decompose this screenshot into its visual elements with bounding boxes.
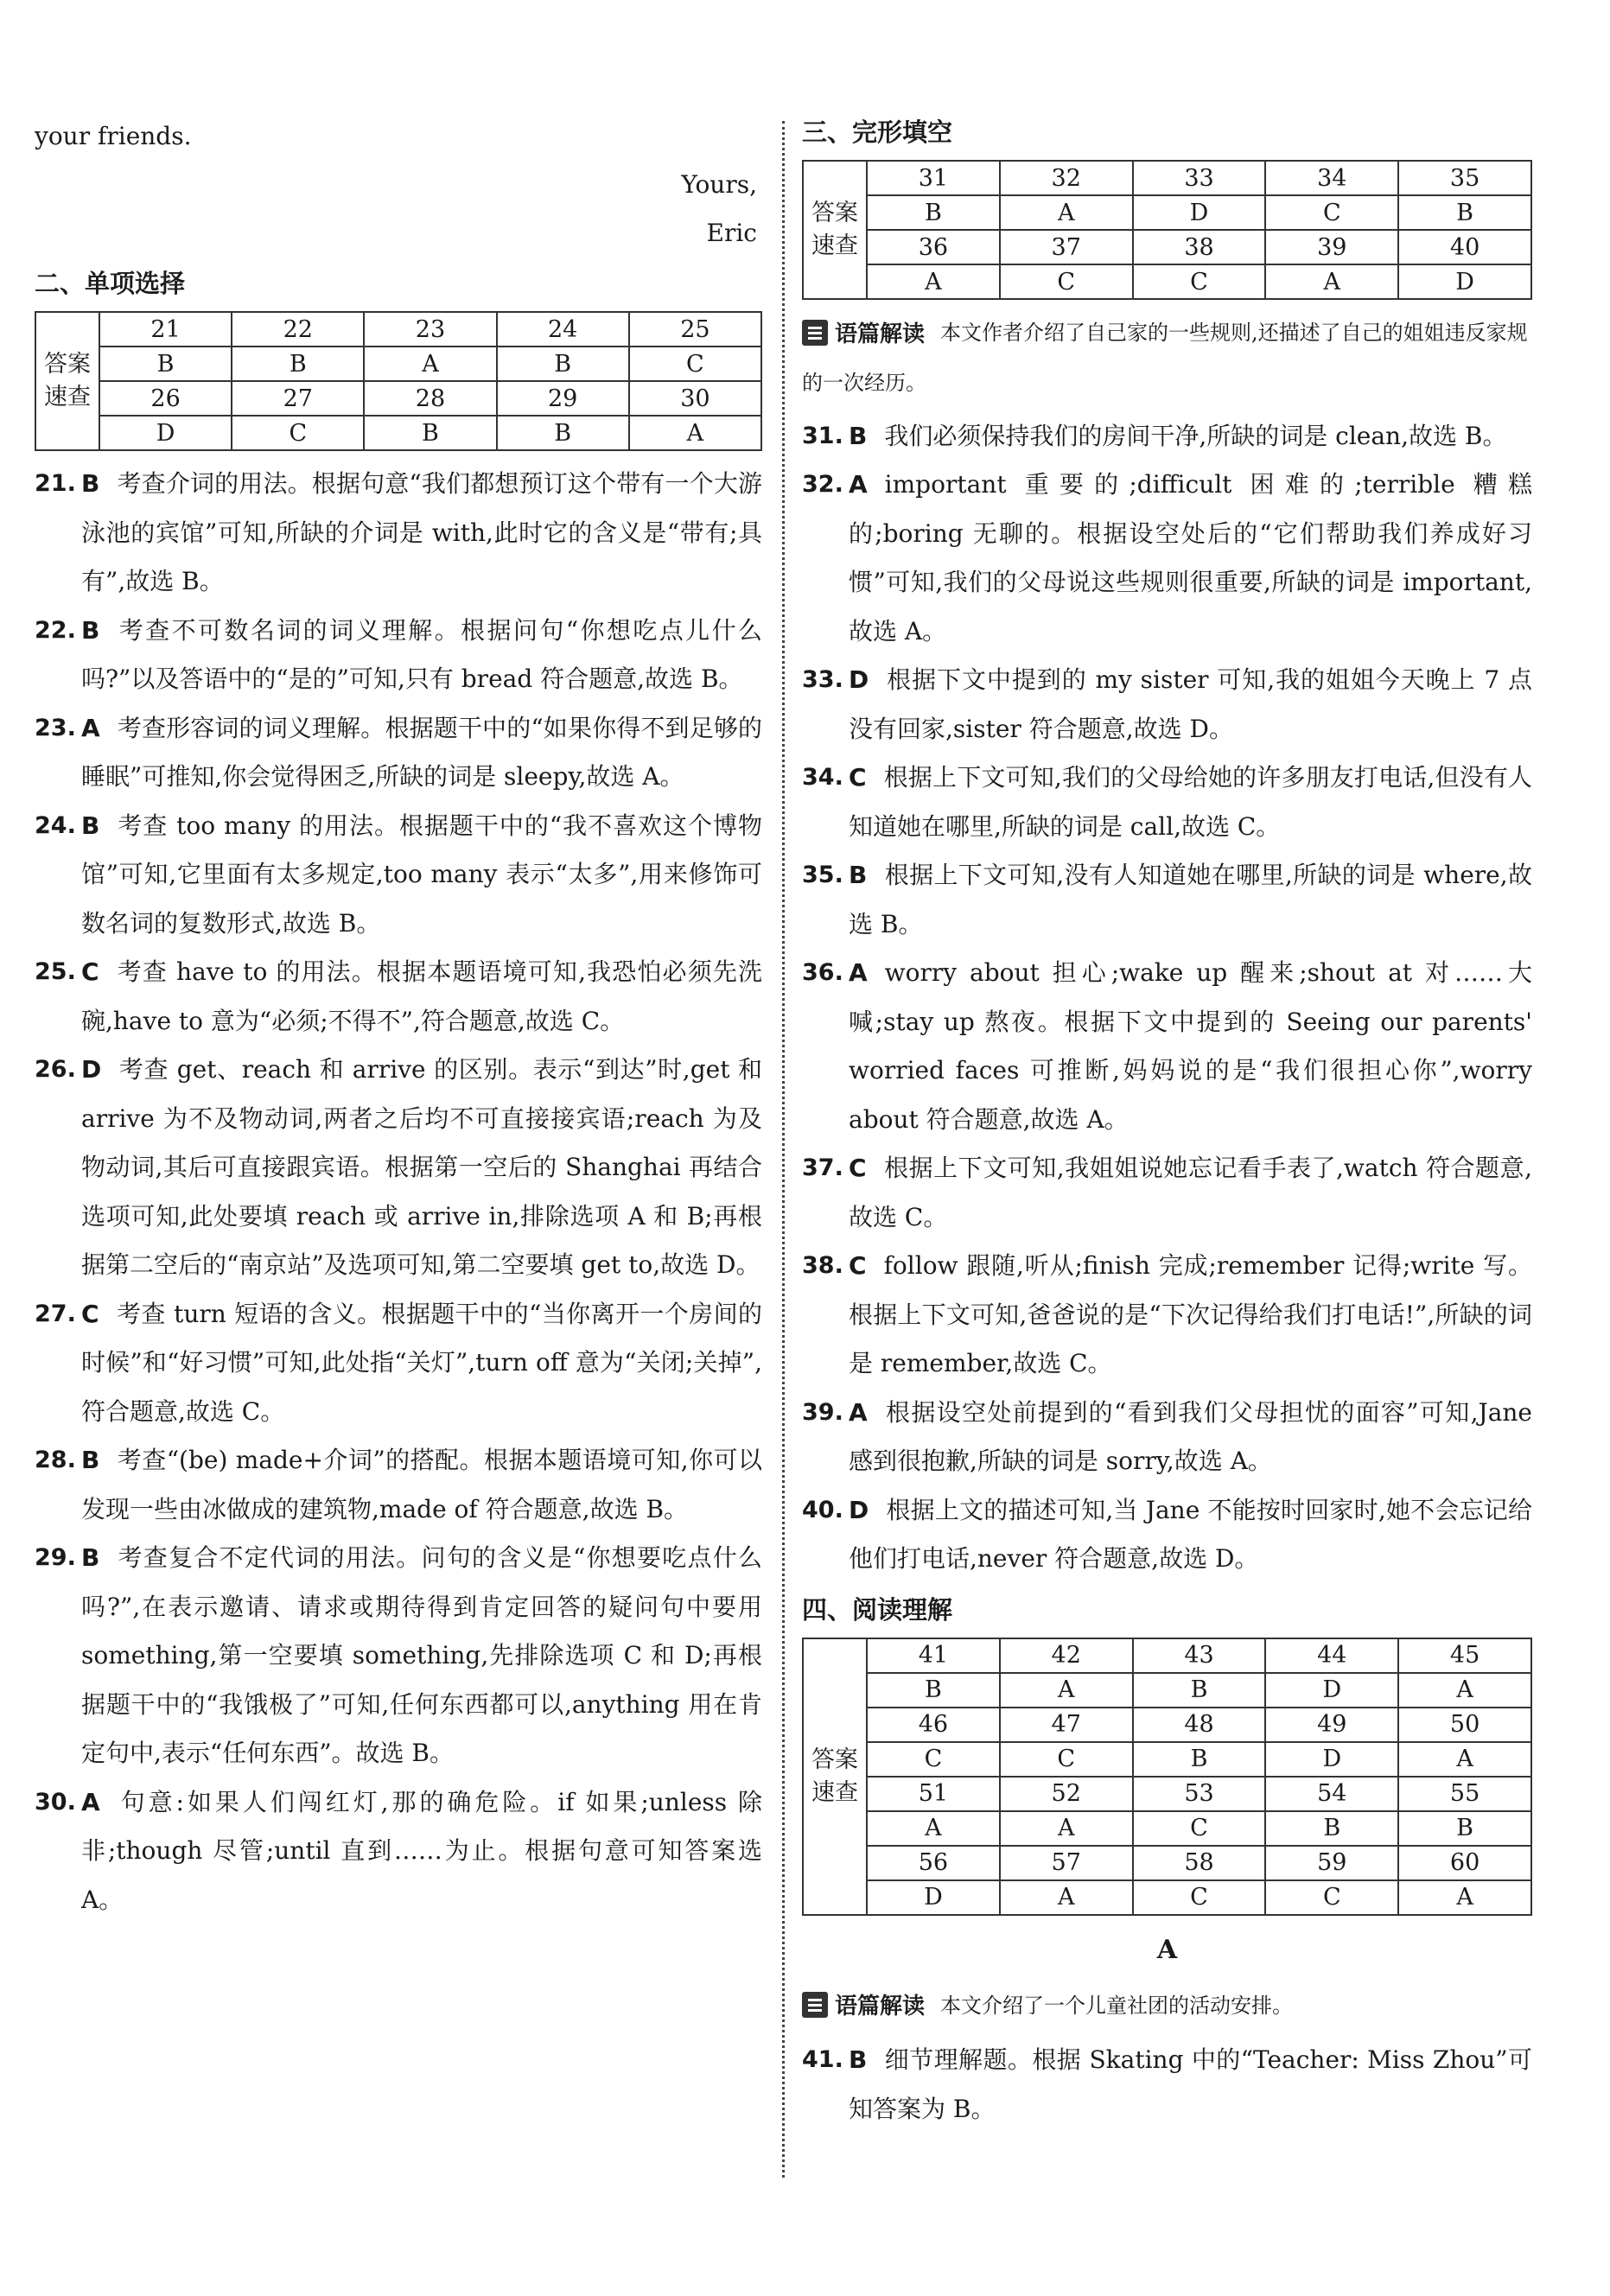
section3-passage-intro: 语篇解读 本文作者介绍了自己家的一些规则,还描述了自己的姐姐违反家规的一次经历。: [802, 308, 1532, 407]
section4-answer-table: [802, 1638, 1532, 1916]
answer-letter: D: [849, 665, 869, 694]
question-number: 22.: [35, 616, 76, 644]
answer-letter-cell: C: [1133, 264, 1266, 299]
answer-table-row: [803, 1742, 1531, 1777]
explanation-text: worry about 担心;wake up 醒来;shout at 对……大喊;stay up 熬夜。根据下文中提到的 Seeing our parents' worried faces 可推断,妈妈说的是“我们很担心你”,worry about 符合题意,故选 A。: [849, 958, 1532, 1134]
question-number-cell: 31: [867, 161, 1000, 195]
answer-explanation: [802, 1389, 1532, 1486]
answer-letter-cell: C: [1133, 1811, 1266, 1846]
question-number-cell: 24: [497, 312, 629, 347]
answer-table-row: [35, 347, 761, 381]
answer-table-row: [803, 1811, 1531, 1846]
answer-explanation: [35, 1436, 762, 1534]
question-number-cell: 29: [497, 381, 629, 416]
explanation-text: 考查不可数名词的词义理解。根据问句“你想吃点儿什么吗?”以及答语中的“是的”可知,只有 bread 符合题意,故选 B。: [81, 615, 762, 693]
answer-letter-cell: B: [99, 347, 232, 381]
answer-letter-cell: C: [1000, 1742, 1133, 1777]
answer-letter-cell: C: [867, 1742, 1000, 1777]
question-number-cell: 58: [1133, 1846, 1266, 1880]
question-number-cell: 27: [232, 381, 364, 416]
question-number-cell: 33: [1133, 161, 1266, 195]
answer-letter-cell: D: [1398, 264, 1531, 299]
answer-explanation: [35, 704, 762, 802]
section4-title: 四、阅读理解: [802, 1594, 953, 1625]
question-number-cell: 38: [1133, 230, 1266, 264]
question-number-cell: 35: [1398, 161, 1531, 195]
question-number-cell: 36: [867, 230, 1000, 264]
answer-letter: B: [81, 811, 100, 840]
question-number-cell: 54: [1265, 1777, 1398, 1811]
question-number-cell: 51: [867, 1777, 1000, 1811]
question-number-cell: 50: [1398, 1708, 1531, 1742]
answer-explanation: [802, 754, 1532, 851]
question-number-cell: 30: [629, 381, 761, 416]
answer-letter-cell: D: [867, 1880, 1000, 1915]
question-number-cell: 22: [232, 312, 364, 347]
section3-questions: [802, 412, 1532, 1584]
answer-letter-cell: A: [867, 264, 1000, 299]
answer-table-row: [803, 1880, 1531, 1915]
explanation-text: 句意:如果人们闯红灯,那的确危险。if 如果;unless 除非;though 尽管;until 直到……为止。根据句意可知答案选 A。: [81, 1787, 762, 1914]
answer-letter-cell: B: [1133, 1742, 1266, 1777]
answer-explanation: [35, 607, 762, 704]
answer-letter: C: [81, 957, 99, 986]
document-icon: [802, 1992, 828, 2018]
answer-explanation: [802, 1242, 1532, 1389]
column-divider: [782, 121, 785, 2178]
answer-letter-cell: D: [1265, 1673, 1398, 1708]
question-number: 28.: [35, 1447, 76, 1473]
answer-letter-cell: A: [1398, 1880, 1531, 1915]
question-number-cell: 26: [99, 381, 232, 416]
answer-explanation: [802, 1144, 1532, 1242]
explanation-text: 根据上下文可知,我姐姐说她忘记看手表了,watch 符合题意,故选 C。: [849, 1154, 1532, 1231]
answer-explanation: [35, 1290, 762, 1437]
answer-letter-cell: A: [1000, 1880, 1133, 1915]
answer-explanation: [802, 461, 1532, 656]
question-number-cell: 55: [1398, 1777, 1531, 1811]
answer-explanation: [802, 656, 1532, 754]
explanation-text: 我们必须保持我们的房间干净,所缺的词是 clean,故选 B。: [884, 421, 1507, 450]
question-number-cell: 59: [1265, 1846, 1398, 1880]
question-number-cell: 48: [1133, 1708, 1266, 1742]
question-number-cell: 57: [1000, 1846, 1133, 1880]
answer-explanation: [35, 948, 762, 1046]
question-number: 40.: [802, 1496, 843, 1523]
document-icon: [802, 320, 828, 346]
question-number: 35.: [802, 862, 843, 888]
explanation-text: 根据设空处前提到的“看到我们父母担忧的面容”可知,Jane 感到很抱歉,所缺的词是 sorry,故选 A。: [849, 1397, 1532, 1475]
answer-table-row: [803, 1846, 1531, 1880]
question-number-cell: 49: [1265, 1708, 1398, 1742]
explanation-text: 细节理解题。根据 Skating 中的“Teacher: Miss Zhou”可知答案为 B。: [849, 2045, 1532, 2123]
explanation-text: 考查“(be) made+介词”的搭配。根据本题语境可知,你可以发现一些由冰做成的建筑物,made of 符合题意,故选 B。: [81, 1446, 762, 1523]
question-number-cell: 56: [867, 1846, 1000, 1880]
answer-letter: A: [81, 713, 100, 742]
question-number-cell: 34: [1265, 161, 1398, 195]
answer-explanation: [35, 1534, 762, 1778]
explanation-text: follow 跟随,听从;finish 完成;remember 记得;write 写。根据上下文可知,爸爸说的是“下次记得给我们打电话!”,所缺的词是 remember,故选 C。: [849, 1251, 1532, 1377]
section4-questions: [802, 2036, 1532, 2134]
explanation-text: 考查形容词的词义理解。根据题干中的“如果你得不到足够的睡眠”可推知,你会觉得困乏,所缺的词是 sleepy,故选 A。: [81, 713, 762, 791]
answer-letter: A: [849, 470, 868, 499]
answer-letter: C: [849, 1251, 867, 1280]
answer-explanation: [802, 412, 1532, 461]
question-number: 26.: [35, 1056, 76, 1083]
answer-explanation: [802, 2036, 1532, 2134]
answer-letter-cell: A: [364, 347, 496, 381]
section2-answer-table: [35, 311, 762, 451]
passage-reading-badge: 语篇解读: [802, 310, 925, 359]
answer-letter-cell: C: [1265, 1880, 1398, 1915]
question-number: 36.: [802, 959, 843, 986]
question-number: 37.: [802, 1154, 843, 1181]
answer-letter-cell: C: [1133, 1880, 1266, 1915]
answer-table-label: 答案速查: [803, 161, 867, 299]
answer-letter: C: [849, 1154, 867, 1182]
answer-letter-cell: B: [1398, 195, 1531, 230]
question-number-cell: 46: [867, 1708, 1000, 1742]
right-column: [802, 117, 1532, 2134]
question-number-cell: 44: [1265, 1638, 1398, 1673]
letter-signature: Eric: [706, 219, 757, 247]
passage-reading-badge: 语篇解读: [802, 1982, 925, 2031]
answer-letter-cell: B: [497, 347, 629, 381]
answer-table-row: [803, 195, 1531, 230]
question-number: 33.: [802, 666, 843, 693]
question-number-cell: 39: [1265, 230, 1398, 264]
answer-table-row: [35, 381, 761, 416]
question-number-cell: 37: [1000, 230, 1133, 264]
answer-letter-cell: A: [1398, 1673, 1531, 1708]
answer-table-row: [803, 230, 1531, 264]
answer-table-row: [803, 1777, 1531, 1811]
answer-letter-cell: C: [1265, 195, 1398, 230]
answer-letter: A: [849, 1397, 868, 1427]
answer-table-row: [803, 161, 1531, 195]
question-number: 30.: [35, 1788, 76, 1816]
explanation-text: important 重要的;difficult 困难的;terrible 糟糕的;boring 无聊的。根据设空处后的“它们帮助我们养成好习惯”可知,我们的父母说这些规则很重要,所缺的词是 important,故选 A。: [849, 470, 1532, 646]
answer-letter-cell: B: [1398, 1811, 1531, 1846]
question-number: 34.: [802, 764, 843, 791]
explanation-text: 考查 have to 的用法。根据本题语境可知,我恐怕必须先洗碗,have to 意为“必须;不得不”,符合题意,故选 C。: [81, 957, 762, 1035]
explanation-text: 考查 turn 短语的含义。根据题干中的“当你离开一个房间的时候”和“好习惯”可知,此处指“关灯”,turn off 意为“关闭;关掉”,符合题意,故选 C。: [81, 1299, 762, 1426]
question-number-cell: 52: [1000, 1777, 1133, 1811]
left-column: [35, 112, 762, 1924]
answer-letter: D: [81, 1055, 102, 1084]
answer-explanation: [802, 1486, 1532, 1584]
question-number: 24.: [35, 811, 76, 839]
answer-letter-cell: A: [1000, 1811, 1133, 1846]
answer-letter-cell: A: [1265, 264, 1398, 299]
question-number-cell: 43: [1133, 1638, 1266, 1673]
answer-letter: B: [81, 469, 100, 498]
answer-explanation: [35, 1046, 762, 1290]
section3-title: 三、完形填空: [802, 118, 953, 147]
answer-explanation: [802, 949, 1532, 1144]
answer-letter-cell: A: [1000, 195, 1133, 230]
answer-letter-cell: C: [1000, 264, 1133, 299]
answer-letter-cell: B: [364, 416, 496, 450]
answer-letter: B: [849, 861, 868, 889]
answer-letter-cell: C: [629, 347, 761, 381]
explanation-text: 考查介词的用法。根据句意“我们都想预订这个带有一个大游泳池的宾馆”可知,所缺的介词是 with,此时它的含义是“带有;具有”,故选 B。: [81, 469, 762, 595]
answer-table-label: 答案速查: [803, 1638, 867, 1915]
answer-letter-cell: A: [1398, 1742, 1531, 1777]
section2-title: 二、单项选择: [35, 269, 186, 298]
answer-letter-cell: B: [497, 416, 629, 450]
question-number: 31.: [802, 422, 843, 449]
question-number: 39.: [802, 1398, 843, 1426]
answer-letter-cell: B: [1133, 1673, 1266, 1708]
answer-letter-cell: C: [232, 416, 364, 450]
answer-explanation: [35, 460, 762, 607]
answer-letter-cell: B: [232, 347, 364, 381]
answer-table-row: [803, 1638, 1531, 1673]
answer-letter: A: [81, 1787, 100, 1816]
answer-table-row: [803, 1673, 1531, 1708]
question-number-cell: 23: [364, 312, 496, 347]
answer-letter: B: [849, 421, 868, 450]
answer-table-row: [803, 1708, 1531, 1742]
question-number: 23.: [35, 714, 76, 741]
section4-passage-intro: 语篇解读 本文介绍了一个儿童社团的活动安排。: [802, 1981, 1532, 2032]
answer-table-row: [803, 264, 1531, 299]
explanation-text: 根据上文的描述可知,当 Jane 不能按时回家时,她不会忘记给他们打电话,never 符合题意,故选 D。: [849, 1495, 1532, 1573]
passage-label: A: [1156, 1934, 1178, 1965]
question-number-cell: 53: [1133, 1777, 1266, 1811]
section2-questions: [35, 460, 762, 1924]
explanation-text: 考查 get、reach 和 arrive 的区别。表示“到达”时,get 和 arrive 为不及物动词,两者之后均不可直接接宾语;reach 为及物动词,其后可直接跟宾语。根据第一空后的 Shanghai 再结合选项可知,此处要填 reach 或 arrive in,排除选项 A 和 B;再根据第二空后的“南京站”及选项可知,第二空要填 get to,故选 D。: [81, 1055, 762, 1279]
answer-letter-cell: B: [867, 195, 1000, 230]
question-number: 27.: [35, 1300, 76, 1327]
letter-closing: Yours,: [681, 170, 757, 199]
answer-letter: C: [81, 1299, 99, 1328]
question-number-cell: 41: [867, 1638, 1000, 1673]
question-number: 41.: [802, 2046, 843, 2073]
answer-letter-cell: A: [629, 416, 761, 450]
answer-letter: D: [849, 1495, 869, 1524]
answer-letter-cell: D: [1265, 1742, 1398, 1777]
explanation-text: 根据下文中提到的 my sister 可知,我的姐姐今天晚上 7 点没有回家,sister 符合题意,故选 D。: [849, 665, 1532, 743]
letter-tail: your friends.: [35, 122, 192, 150]
explanation-text: 考查 too many 的用法。根据题干中的“我不喜欢这个博物馆”可知,它里面有太多规定,too many 表示“太多”,用来修饰可数名词的复数形式,故选 B。: [81, 811, 762, 938]
question-number: 25.: [35, 958, 76, 985]
answer-explanation: [35, 1778, 762, 1925]
question-number-cell: 47: [1000, 1708, 1133, 1742]
question-number: 38.: [802, 1252, 843, 1279]
explanation-text: 根据上下文可知,我们的父母给她的许多朋友打电话,但没有人知道她在哪里,所缺的词是 call,故选 C。: [849, 763, 1532, 841]
explanation-text: 考查复合不定代词的用法。问句的含义是“你想要吃点什么吗?”,在表示邀请、请求或期待得到肯定回答的疑问句中要用 something,第一空要填 something,先排除选项 C 和 D;再根据题干中的“我饿极了”可知,任何东西都可以,anything 用在肯定句中,表示“任何东西”。故选 B。: [81, 1543, 762, 1767]
answer-letter: B: [849, 2045, 868, 2074]
question-number-cell: 45: [1398, 1638, 1531, 1673]
answer-letter: B: [81, 1446, 100, 1474]
question-number: 21.: [35, 470, 76, 497]
question-number-cell: 32: [1000, 161, 1133, 195]
answer-table-row: [35, 312, 761, 347]
question-number-cell: 21: [99, 312, 232, 347]
question-number: 29.: [35, 1544, 76, 1571]
answer-letter: C: [849, 763, 867, 792]
question-number-cell: 40: [1398, 230, 1531, 264]
answer-table-row: [35, 416, 761, 450]
answer-letter: A: [849, 958, 868, 987]
answer-letter-cell: A: [1000, 1673, 1133, 1708]
answer-explanation: [35, 802, 762, 949]
answer-letter-cell: A: [867, 1811, 1000, 1846]
answer-letter: B: [81, 1543, 100, 1572]
explanation-text: 根据上下文可知,没有人知道她在哪里,所缺的词是 where,故选 B。: [849, 861, 1532, 938]
question-number: 32.: [802, 471, 843, 498]
question-number-cell: 42: [1000, 1638, 1133, 1673]
question-number-cell: 25: [629, 312, 761, 347]
answer-table-label: 答案速查: [35, 312, 99, 450]
answer-letter-cell: D: [1133, 195, 1266, 230]
answer-explanation: [802, 851, 1532, 949]
question-number-cell: 28: [364, 381, 496, 416]
answer-letter-cell: D: [99, 416, 232, 450]
answer-letter: B: [81, 615, 100, 645]
section3-answer-table: [802, 160, 1532, 300]
answer-letter-cell: B: [867, 1673, 1000, 1708]
answer-letter-cell: B: [1265, 1811, 1398, 1846]
question-number-cell: 60: [1398, 1846, 1531, 1880]
